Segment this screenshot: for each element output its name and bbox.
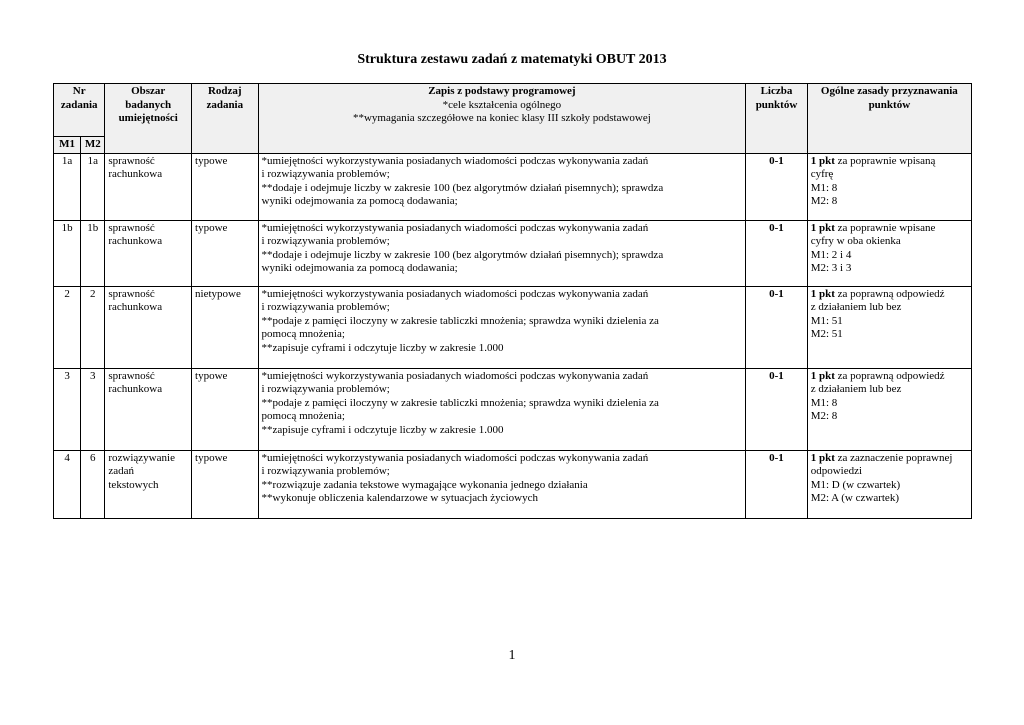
zapis-line: pomocą mnożenia;: [261, 328, 345, 340]
zasady-points-text: za poprawną odpowiedź: [834, 369, 945, 382]
table-row: [54, 450, 972, 518]
zasady-points-bold: 1 pkt: [810, 287, 835, 300]
zapis-line: wyniki odejmowania za pomocą dodawania;: [261, 262, 458, 274]
cell-obszar: [105, 220, 192, 286]
cell-m2: 2: [81, 286, 105, 368]
cell-m1: 3: [54, 368, 81, 450]
zasady-line: cyfry w oba okienka: [810, 235, 901, 247]
zapis-line: pomocą mnożenia;: [261, 410, 345, 422]
cell-m1: 4: [54, 450, 81, 518]
zasady-line: M2: 8: [810, 195, 838, 207]
table-row: [54, 153, 972, 220]
zasady-points-text: za zaznaczenie poprawnej: [834, 451, 953, 464]
zasady-line: M2: 51: [810, 328, 843, 340]
cell-rodzaj: typowe: [192, 153, 259, 220]
cell-m2: 6: [81, 450, 105, 518]
table-body: [54, 153, 972, 518]
cell-zapis: [258, 286, 746, 368]
zapis-line: *umiejętności wykorzystywania posiadanych wiadomości podczas wykonywania zadań: [261, 287, 649, 300]
cell-obszar: [105, 286, 192, 368]
table-row: [54, 220, 972, 286]
zapis-line: **podaje z pamięci iloczyny w zakresie tabliczki mnożenia; sprawdza wyniki dzielenia za: [261, 396, 659, 409]
table-row: [54, 368, 972, 450]
header-nr-zadania: Nr zadania: [54, 84, 105, 137]
zasady-first-line: [811, 288, 968, 302]
header-rodzaj: Rodzaj zadania: [192, 84, 259, 154]
obszar-line: tekstowych: [108, 478, 159, 491]
zapis-line: i rozwiązywania problemów;: [261, 465, 390, 477]
zasady-line: M1: 8: [810, 181, 838, 194]
page-number: 1: [508, 648, 516, 663]
zasady-points-bold: 1 pkt: [810, 451, 835, 464]
zasady-points-bold: 1 pkt: [810, 221, 835, 234]
obszar-line: sprawność: [108, 221, 155, 234]
cell-zasady: [807, 153, 971, 220]
zasady-points-text: za poprawną odpowiedź: [834, 287, 945, 300]
zasady-line: M2: 8: [810, 410, 838, 422]
zapis-line: *umiejętności wykorzystywania posiadanych wiadomości podczas wykonywania zadań: [261, 221, 649, 234]
cell-obszar: [105, 450, 192, 518]
cell-m2: 1a: [81, 153, 105, 220]
cell-zapis: [258, 450, 746, 518]
zapis-line: wyniki odejmowania za pomocą dodawania;: [261, 195, 458, 207]
cell-obszar: [105, 368, 192, 450]
zapis-line: **rozwiązuje zadania tekstowe wymagające wykonania jednego działania: [261, 478, 588, 491]
zasady-points-text: za poprawnie wpisaną: [834, 154, 936, 167]
cell-rodzaj: typowe: [192, 450, 259, 518]
cell-zapis: [258, 153, 746, 220]
table-row: [54, 286, 972, 368]
cell-obszar: [105, 153, 192, 220]
zapis-line: i rozwiązywania problemów;: [261, 168, 390, 180]
header-m2: M2: [81, 137, 105, 154]
zasady-first-line: [811, 370, 968, 384]
zasady-line: cyfrę: [810, 168, 834, 180]
zasady-points-text: za poprawnie wpisane: [834, 221, 936, 234]
cell-rodzaj: typowe: [192, 368, 259, 450]
cell-punkty: 0-1: [746, 450, 807, 518]
zasady-first-line: [811, 452, 968, 466]
zasady-line: M2: A (w czwartek): [810, 492, 899, 504]
cell-rodzaj: typowe: [192, 220, 259, 286]
obszar-line: sprawność: [108, 369, 155, 382]
zapis-line: **zapisuje cyframi i odczytuje liczby w zakresie 1.000: [261, 423, 504, 436]
task-structure-table: [53, 83, 972, 519]
obszar-line: rachunkowa: [108, 383, 163, 395]
zapis-line: i rozwiązywania problemów;: [261, 235, 390, 247]
zasady-first-line: [811, 222, 968, 236]
zasady-line: M2: 3 i 3: [810, 262, 852, 274]
cell-zasady: [807, 450, 971, 518]
header-zapis: [258, 84, 746, 154]
obszar-line: rachunkowa: [108, 301, 163, 313]
cell-m2: 1b: [81, 220, 105, 286]
cell-zasady: [807, 368, 971, 450]
cell-zapis: [258, 368, 746, 450]
cell-punkty: 0-1: [746, 368, 807, 450]
cell-m1: 1a: [54, 153, 81, 220]
zapis-line: **wykonuje obliczenia kalendarzowe w sytuacjach życiowych: [261, 492, 538, 504]
header-liczba: Liczba punktów: [746, 84, 807, 154]
header-zapis-title: Zapis z podstawy programowej: [428, 85, 576, 97]
zapis-line: **podaje z pamięci iloczyny w zakresie tabliczki mnożenia; sprawdza wyniki dzielenia za: [261, 314, 659, 327]
obszar-line: rachunkowa: [108, 168, 163, 180]
zapis-line: *umiejętności wykorzystywania posiadanych wiadomości podczas wykonywania zadań: [261, 154, 649, 167]
header-zapis-sub1: *cele kształcenia ogólnego: [442, 98, 562, 111]
zapis-line: **zapisuje cyframi i odczytuje liczby w zakresie 1.000: [261, 341, 504, 354]
zapis-line: *umiejętności wykorzystywania posiadanych wiadomości podczas wykonywania zadań: [261, 451, 649, 464]
cell-m1: 2: [54, 286, 81, 368]
zasady-points-bold: 1 pkt: [810, 154, 835, 167]
obszar-line: sprawność: [108, 287, 155, 300]
page-title: Struktura zestawu zadań z matematyki OBUT 2013: [357, 52, 667, 67]
cell-zasady: [807, 220, 971, 286]
cell-zapis: [258, 220, 746, 286]
zapis-line: **dodaje i odejmuje liczby w zakresie 100 (bez algorytmów działań pisemnych); sprawdza: [261, 181, 664, 194]
obszar-line: rachunkowa: [108, 235, 163, 247]
header-zapis-sub2: **wymagania szczegółowe na koniec klasy III szkoły podstawowej: [352, 112, 651, 124]
table-header: [54, 84, 972, 154]
obszar-line: rozwiązywanie: [108, 451, 175, 464]
cell-punkty: 0-1: [746, 153, 807, 220]
zapis-line: i rozwiązywania problemów;: [261, 383, 390, 395]
zasady-line: z działaniem lub bez: [810, 301, 902, 313]
zasady-line: M1: 8: [810, 396, 838, 409]
header-obszar: Obszar badanych umiejętności: [105, 84, 192, 154]
zasady-first-line: [811, 155, 968, 169]
zapis-line: i rozwiązywania problemów;: [261, 301, 390, 313]
cell-punkty: 0-1: [746, 286, 807, 368]
header-m1: M1: [54, 137, 81, 154]
zapis-line: **dodaje i odejmuje liczby w zakresie 100 (bez algorytmów działań pisemnych); sprawdza: [261, 248, 664, 261]
zasady-line: M1: 51: [810, 314, 843, 327]
header-zasady: Ogólne zasady przyznawania punktów: [807, 84, 971, 154]
zapis-line: *umiejętności wykorzystywania posiadanych wiadomości podczas wykonywania zadań: [261, 369, 649, 382]
zasady-line: M1: D (w czwartek): [810, 478, 901, 491]
zasady-line: z działaniem lub bez: [810, 383, 902, 395]
cell-m1: 1b: [54, 220, 81, 286]
obszar-line: sprawność: [108, 154, 155, 167]
zasady-points-bold: 1 pkt: [810, 369, 835, 382]
cell-m2: 3: [81, 368, 105, 450]
cell-rodzaj: nietypowe: [192, 286, 259, 368]
cell-zasady: [807, 286, 971, 368]
zasady-line: M1: 2 i 4: [810, 248, 852, 261]
obszar-line: zadań: [108, 465, 135, 477]
cell-punkty: 0-1: [746, 220, 807, 286]
zasady-line: odpowiedzi: [810, 465, 863, 477]
